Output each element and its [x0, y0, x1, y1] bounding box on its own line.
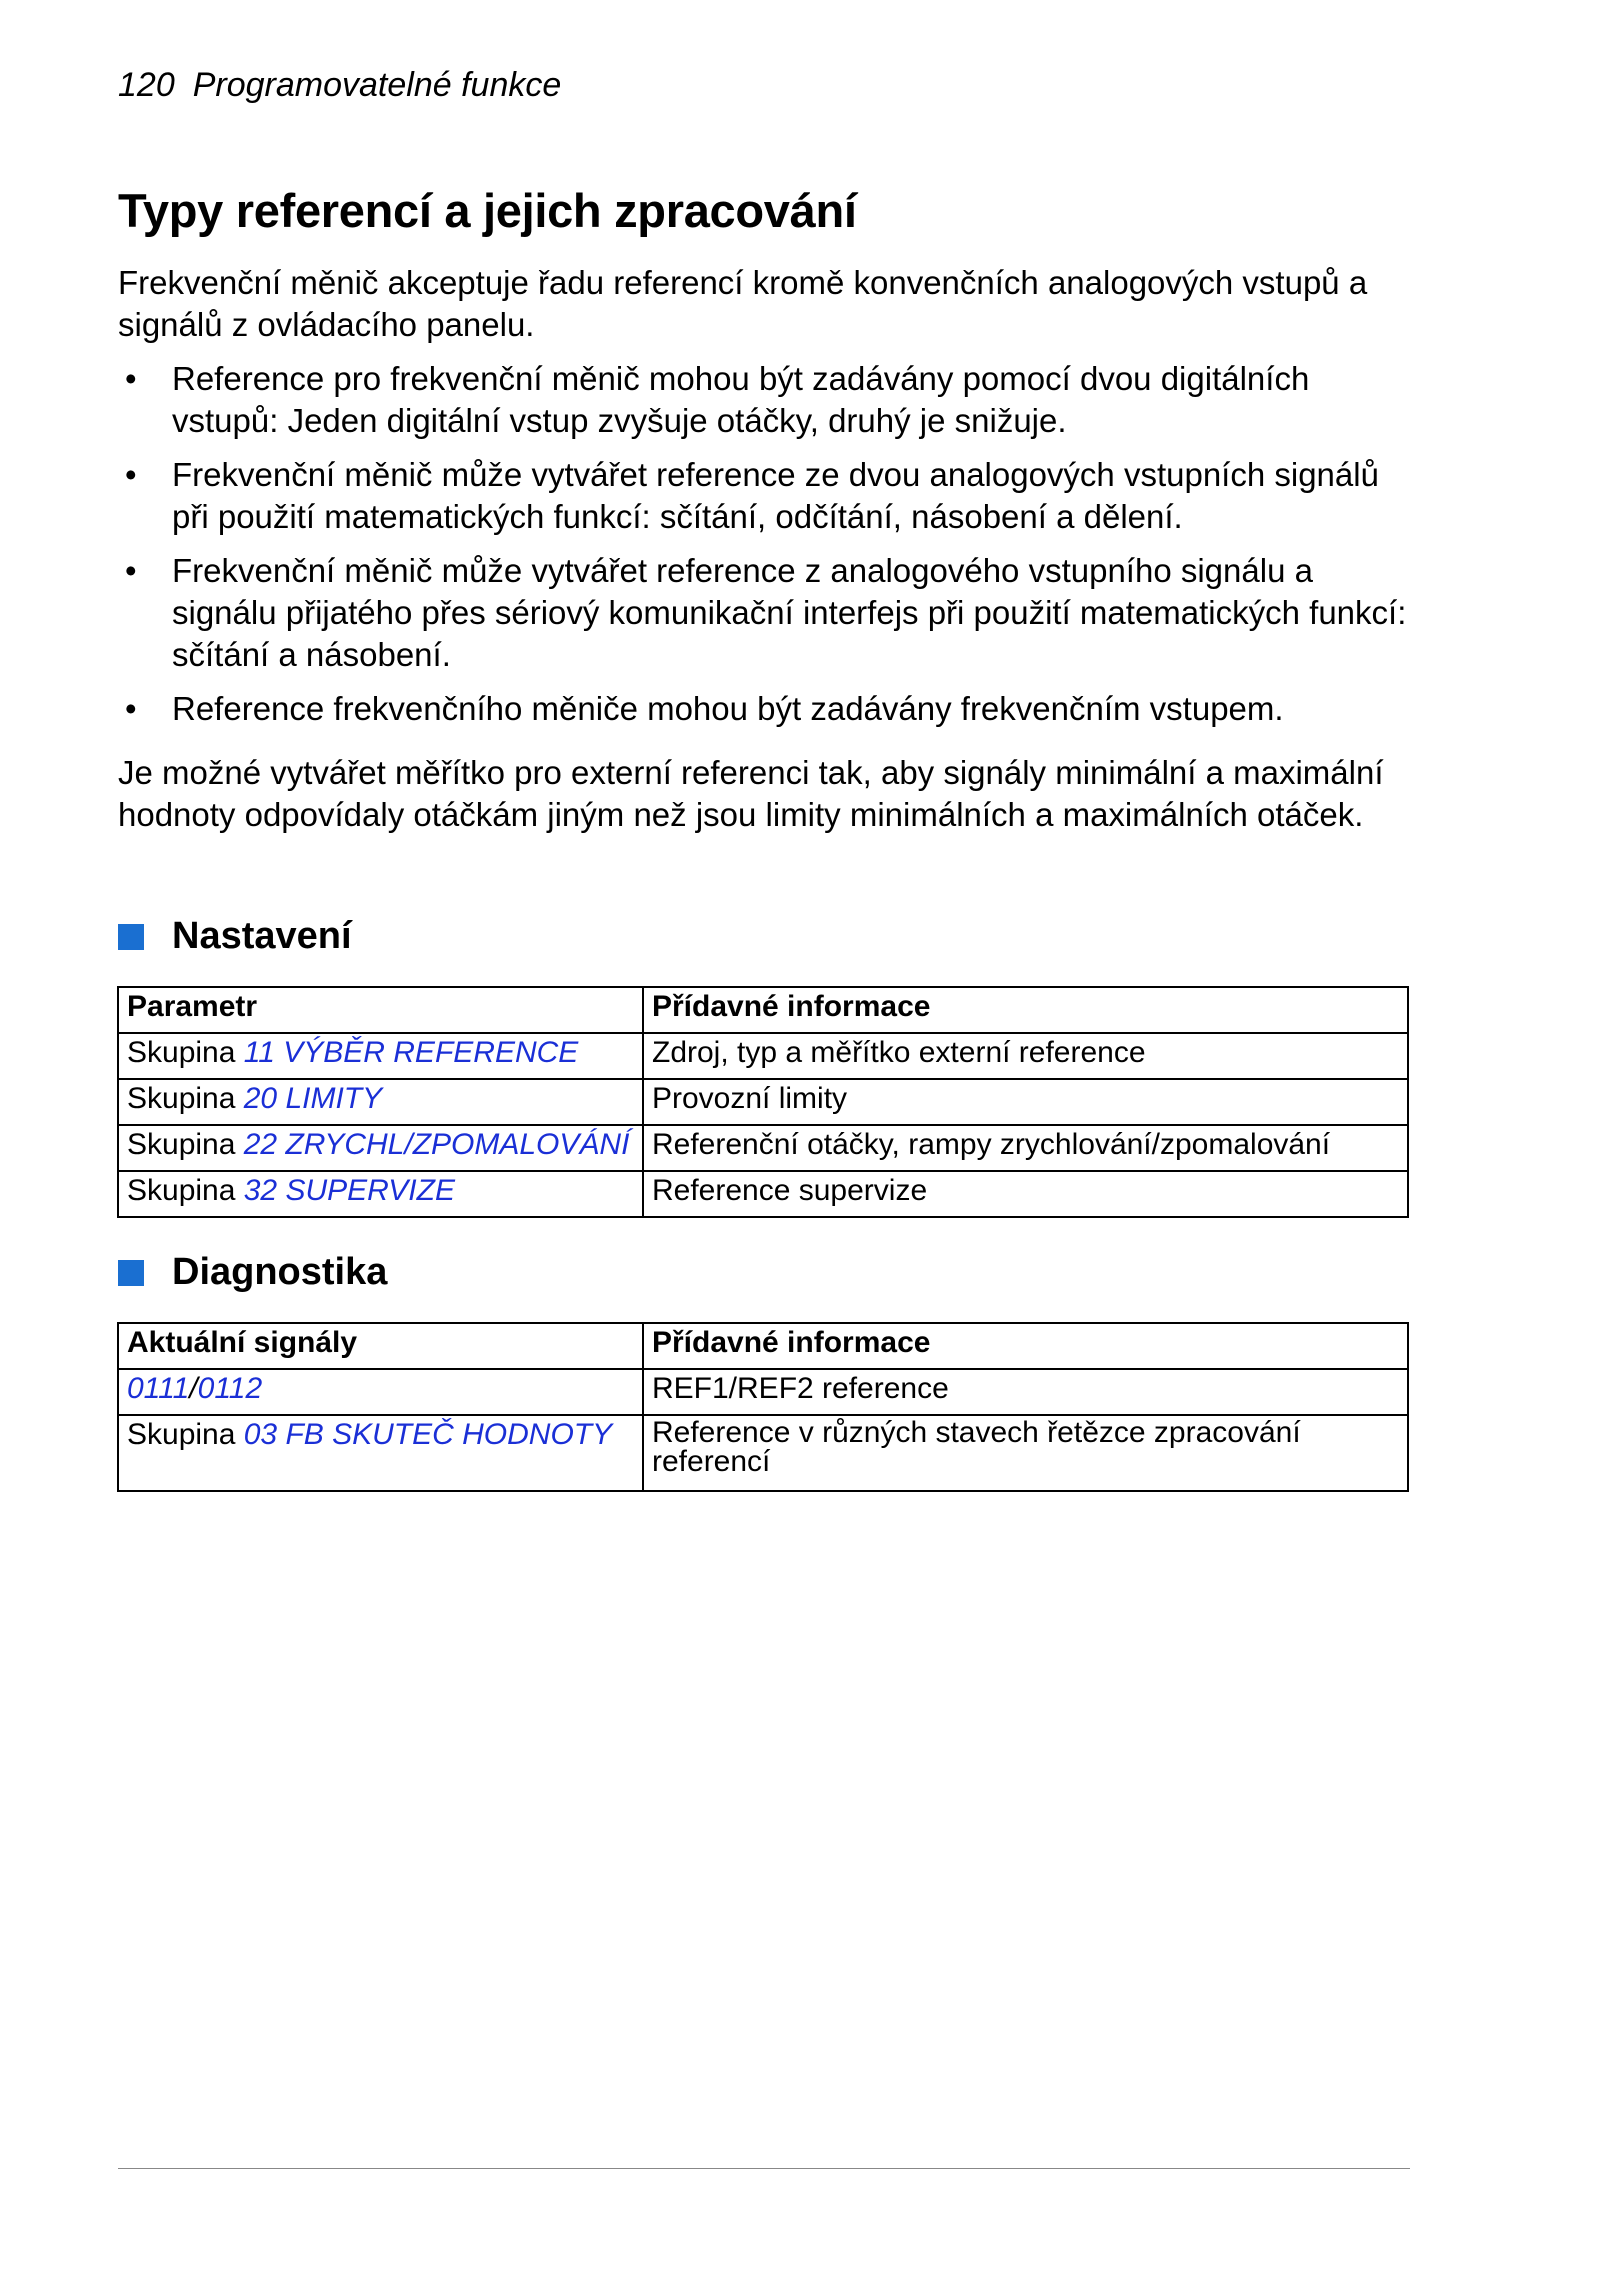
diagnostics-heading-text: Diagnostika [172, 1251, 388, 1293]
bullet-icon: • [125, 690, 137, 727]
running-title: Programovatelné funkce [192, 66, 562, 104]
table-header-row [118, 987, 1408, 1033]
info-cell: REF1/REF2 reference [643, 1369, 1408, 1415]
parameter-link[interactable]: 11 VÝBĚR REFERENCE [243, 1036, 579, 1069]
diagnostics-heading [118, 1251, 387, 1294]
diagnostics-table [117, 1322, 1409, 1492]
bullet-icon: • [125, 552, 137, 589]
list-item-text: Frekvenční měnič může vytvářet reference z analogového vstupního signálu a signálu přijatého přes sériový komunikační interfejs při použití matematických funkcí: sčítání a násobení. [172, 552, 1407, 673]
bullet-icon: • [125, 456, 137, 493]
parameter-link[interactable]: 32 SUPERVIZE [243, 1174, 455, 1207]
running-header [118, 66, 561, 105]
intro-paragraph: Frekvenční měnič akceptuje řadu referencí kromě konvenčních analogových vstupů a signálů z ovládacího panelu. [118, 264, 1368, 343]
info-cell: Referenční otáčky, rampy zrychlování/zpomalování [643, 1125, 1408, 1171]
parameter-link[interactable]: 20 LIMITY [243, 1082, 383, 1115]
table-row [118, 1171, 1408, 1217]
group-prefix: Skupina [127, 1418, 244, 1451]
list-item-text: Frekvenční měnič může vytvářet reference ze dvou analogových vstupních signálů při použití matematických funkcí: sčítání, odčítání, násobení a dělení. [172, 456, 1379, 535]
settings-table [117, 986, 1409, 1218]
info-cell: Provozní limity [643, 1079, 1408, 1125]
table-row [118, 1415, 1408, 1491]
page-number: 120 [118, 66, 175, 104]
parameter-cell [118, 1079, 643, 1125]
square-marker-icon [118, 1260, 144, 1286]
bullet-icon: • [125, 360, 137, 397]
column-header-info: Přídavné informace [643, 1323, 1408, 1369]
list-item [118, 688, 1418, 730]
list-item-text: Reference pro frekvenční měnič mohou být zadávány pomocí dvou digitálních vstupů: Jeden digitální vstup zvyšuje otáčky, druhý je snižuje. [172, 360, 1310, 439]
table-row [118, 1125, 1408, 1171]
column-header-signals: Aktuální signály [118, 1323, 643, 1369]
group-prefix: Skupina [127, 1128, 244, 1161]
page-title: Typy referencí a jejich zpracování [118, 184, 857, 237]
signal-link[interactable]: 0112 [197, 1372, 263, 1405]
table-row [118, 1079, 1408, 1125]
parameter-cell [118, 1125, 643, 1171]
footer-divider [118, 2168, 1410, 2169]
group-prefix: Skupina [127, 1036, 244, 1069]
parameter-cell [118, 1171, 643, 1217]
signal-link[interactable]: 0111 [127, 1372, 190, 1405]
info-cell: Reference v různých stavech řetězce zpracování referencí [643, 1415, 1408, 1491]
bullet-list [118, 358, 1418, 742]
scaling-paragraph: Je možné vytvářet měřítko pro externí referenci tak, aby signály minimální a maximální hodnoty odpovídaly otáčkám jiným než jsou limity minimálních a maximálních otáček. [118, 754, 1384, 833]
info-cell: Reference supervize [643, 1171, 1408, 1217]
settings-heading-text: Nastavení [172, 915, 352, 957]
square-marker-icon [118, 924, 144, 950]
signal-cell [118, 1415, 643, 1491]
separator: / [189, 1372, 198, 1405]
info-cell: Zdroj, typ a měřítko externí reference [643, 1033, 1408, 1079]
list-item-text: Reference frekvenčního měniče mohou být zadávány frekvenčním vstupem. [172, 690, 1284, 727]
group-prefix: Skupina [127, 1174, 244, 1207]
signal-cell [118, 1369, 643, 1415]
list-item [118, 358, 1418, 442]
group-prefix: Skupina [127, 1082, 244, 1115]
list-item [118, 454, 1418, 538]
signal-group-link[interactable]: 03 FB SKUTEČ HODNOTY [243, 1418, 613, 1451]
column-header-parameter: Parametr [118, 987, 643, 1033]
table-header-row [118, 1323, 1408, 1369]
column-header-info: Přídavné informace [643, 987, 1408, 1033]
settings-heading [118, 915, 352, 958]
list-item [118, 550, 1418, 676]
table-row [118, 1033, 1408, 1079]
parameter-cell [118, 1033, 643, 1079]
table-row [118, 1369, 1408, 1415]
parameter-link[interactable]: 22 ZRYCHL/ZPOMALOVÁNÍ [243, 1128, 630, 1161]
